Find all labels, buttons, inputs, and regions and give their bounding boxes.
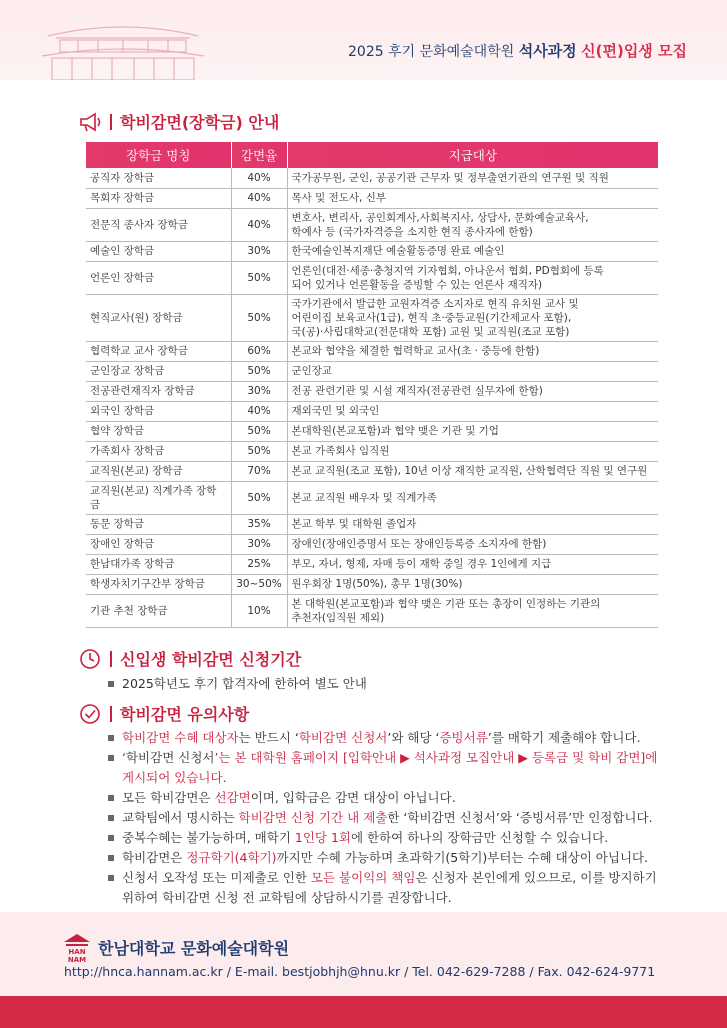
discount-rate: 30% xyxy=(231,241,287,261)
discount-rate: 10% xyxy=(231,594,287,627)
list-item xyxy=(108,868,668,908)
page-header xyxy=(0,0,727,80)
highlight-text: ’는 본 대학원 홈페이지 [입학안내 ▶ 석사과정 모집안내 ▶ 등록금 및 학비 감면]에 게시되어 있습니다. xyxy=(122,750,658,785)
notice-text: 은 신청자 본인에게 있으므로, 이를 방지하기 위하여 학비감면 신청 전 교학팀에 상담하시기를 권장합니다. xyxy=(122,870,657,905)
title-bar xyxy=(110,706,112,722)
title-main: 석사과정 xyxy=(518,42,577,60)
highlight-text: 정규학기(4학기) xyxy=(186,850,277,865)
eligibility: 변호사, 변리사, 공인회계사,사회복지사, 상담사, 문화예술교육사, 학예사 등 (국가자격증을 소지한 현직 종사자에 한함) xyxy=(287,208,658,241)
title-bar xyxy=(110,114,112,130)
table-row xyxy=(86,554,658,574)
title-prefix: 2025 후기 문화예술대학원 xyxy=(348,44,515,60)
scholarship-name: 학생자치기구간부 장학금 xyxy=(86,574,231,594)
eligibility: 본교 학부 및 대학원 졸업자 xyxy=(287,514,658,534)
eligibility: 언론인(대전·세종·충청지역 기자협회, 아나운서 협회, PD협회에 등록 되어 있거나 언론활동을 증빙할 수 있는 언론사 재직자) xyxy=(287,261,658,294)
check-circle-icon xyxy=(78,703,104,725)
discount-rate: 40% xyxy=(231,208,287,241)
building-illustration xyxy=(38,16,208,80)
section-scholarship-label: 학비감면(장학금) 안내 xyxy=(120,113,280,132)
megaphone-icon xyxy=(78,111,104,133)
eligibility: 전공 관련기관 및 시설 재직자(전공관련 실무자에 한함) xyxy=(287,381,658,401)
highlight-text: 학비감면 수혜 대상자 xyxy=(122,730,239,745)
notice-text: 는 반드시 ‘ xyxy=(238,730,299,745)
discount-rate: 50% xyxy=(231,294,287,341)
list-item xyxy=(108,728,668,748)
scholarship-name: 전문직 종사자 장학금 xyxy=(86,208,231,241)
university-name: 한남대학교 문화예술대학원 xyxy=(98,939,290,958)
notice-text: ’를 매학기 제출해야 합니다. xyxy=(487,730,641,745)
notice-text: 신청서 오작성 또는 미제출로 인한 xyxy=(122,870,311,885)
highlight-text: 모든 불이익의 책임 xyxy=(310,870,416,885)
col-header-name: 장학금 명칭 xyxy=(86,142,231,168)
table-row xyxy=(86,401,658,421)
discount-rate: 35% xyxy=(231,514,287,534)
table-row xyxy=(86,188,658,208)
eligibility: 장애인(장애인증명서 또는 장애인등록증 소지자에 한함) xyxy=(287,534,658,554)
table-row xyxy=(86,514,658,534)
discount-rate: 30% xyxy=(231,381,287,401)
discount-rate: 40% xyxy=(231,188,287,208)
discount-rate: 40% xyxy=(231,168,287,188)
scholarship-name: 외국인 장학금 xyxy=(86,401,231,421)
eligibility: 군인장교 xyxy=(287,361,658,381)
eligibility: 재외국민 및 외국인 xyxy=(287,401,658,421)
university-logo xyxy=(64,934,90,964)
list-item xyxy=(108,808,668,828)
notice-text: 한 ‘학비감면 신청서’와 ‘증빙서류’만 인정합니다. xyxy=(387,810,653,825)
discount-rate: 50% xyxy=(231,481,287,514)
discount-rate: 70% xyxy=(231,461,287,481)
scholarship-name: 교직원(본교) 직계가족 장학금 xyxy=(86,481,231,514)
highlight-text: 1인당 1회 xyxy=(294,830,351,845)
table-row xyxy=(86,481,658,514)
scholarship-name: 교직원(본교) 장학금 xyxy=(86,461,231,481)
eligibility: 본교와 협약을 체결한 협력학교 교사(초 · 중등에 한함) xyxy=(287,341,658,361)
contact-info: http://hnca.hannam.ac.kr / E-mail. bestjobhjh@hnu.kr / Tel. 042-629-7288 / Fax. 042-624-9771 xyxy=(64,964,656,979)
highlight-text: 학비감면 신청서 xyxy=(298,730,388,745)
title-bar xyxy=(110,651,112,667)
table-row xyxy=(86,441,658,461)
table-row xyxy=(86,341,658,361)
table-row xyxy=(86,594,658,627)
scholarship-name: 동문 장학금 xyxy=(86,514,231,534)
page-footer xyxy=(0,912,727,996)
discount-rate: 30~50% xyxy=(231,574,287,594)
notice-text: 에 한하여 하나의 장학금만 신청할 수 있습니다. xyxy=(350,830,609,845)
eligibility: 국가공무원, 군인, 공공기관 근무자 및 정부출연기관의 연구원 및 직원 xyxy=(287,168,658,188)
section-period-label: 신입생 학비감면 신청기간 xyxy=(120,650,302,669)
page-title xyxy=(348,40,687,61)
discount-rate: 50% xyxy=(231,441,287,461)
scholarship-name: 가족회사 장학금 xyxy=(86,441,231,461)
bottom-bar xyxy=(0,996,727,1028)
eligibility: 본교 교직원 배우자 및 직계가족 xyxy=(287,481,658,514)
eligibility: 국가기관에서 발급한 교원자격증 소지자로 현직 유치원 교사 및 어린이집 보육교사(1급), 현직 초·중등교원(기간제교사 포함), 국(공)·사립대학교(전문대학 포함) 교원 및 교직원(조교 포함) xyxy=(287,294,658,341)
discount-rate: 30% xyxy=(231,534,287,554)
svg-text:HAN: HAN xyxy=(68,948,86,956)
scholarship-name: 예술인 장학금 xyxy=(86,241,231,261)
highlight-text: ‘ xyxy=(122,750,126,765)
eligibility: 본교 교직원(조교 포함), 10년 이상 재직한 교직원, 산학협력단 직원 및 연구원 xyxy=(287,461,658,481)
notice-text: 교학팀에서 명시하는 xyxy=(122,810,239,825)
table-row xyxy=(86,381,658,401)
col-header-rate: 감면율 xyxy=(231,142,287,168)
list-item: 2025학년도 후기 합격자에 한하여 별도 안내 xyxy=(108,674,367,694)
notice-text: 까지만 수혜 가능하며 초과학기(5학기)부터는 수혜 대상이 아닙니다. xyxy=(276,850,649,865)
discount-rate: 60% xyxy=(231,341,287,361)
clock-icon xyxy=(78,648,104,670)
scholarship-name: 언론인 장학금 xyxy=(86,261,231,294)
discount-rate: 40% xyxy=(231,401,287,421)
scholarship-name: 기관 추천 장학금 xyxy=(86,594,231,627)
scholarship-name: 현직교사(원) 장학금 xyxy=(86,294,231,341)
eligibility: 부모, 자녀, 형제, 자매 등이 재학 중일 경우 1인에게 지급 xyxy=(287,554,658,574)
table-row xyxy=(86,461,658,481)
notice-text: ’와 해당 ‘ xyxy=(387,730,440,745)
discount-rate: 50% xyxy=(231,261,287,294)
table-row xyxy=(86,168,658,188)
scholarship-name: 협약 장학금 xyxy=(86,421,231,441)
scholarship-name: 목회자 장학금 xyxy=(86,188,231,208)
notice-text: 이며, 입학금은 감면 대상이 아닙니다. xyxy=(250,790,456,805)
title-accent: 신(편)입생 모집 xyxy=(581,42,687,60)
section-scholarship-title xyxy=(78,110,279,133)
scholarship-name: 협력학교 교사 장학금 xyxy=(86,341,231,361)
eligibility: 원우회장 1명(50%), 총무 1명(30%) xyxy=(287,574,658,594)
discount-rate: 50% xyxy=(231,421,287,441)
discount-rate: 50% xyxy=(231,361,287,381)
eligibility: 한국예술인복지재단 예술활동증명 완료 예술인 xyxy=(287,241,658,261)
list-item xyxy=(108,848,668,868)
notice-text: 학비감면은 xyxy=(122,850,187,865)
scholarship-name: 한남대가족 장학금 xyxy=(86,554,231,574)
discount-rate: 25% xyxy=(231,554,287,574)
eligibility: 본교 가족회사 임직원 xyxy=(287,441,658,461)
col-header-target: 지급대상 xyxy=(287,142,658,168)
list-item xyxy=(108,788,668,808)
scholarship-name: 전공관련재직자 장학금 xyxy=(86,381,231,401)
section-notice-title xyxy=(78,702,249,725)
list-item xyxy=(108,828,668,848)
list-item xyxy=(108,748,668,788)
scholarship-name: 군인장교 장학금 xyxy=(86,361,231,381)
table-row xyxy=(86,261,658,294)
highlight-text: 선감면 xyxy=(214,790,251,805)
period-list xyxy=(108,674,367,694)
table-row xyxy=(86,241,658,261)
highlight-text: 학비감면 신청 기간 내 제출 xyxy=(238,810,388,825)
notice-text: 모든 학비감면은 xyxy=(122,790,215,805)
eligibility: 본대학원(본교포함)과 협약 맺은 기관 및 기업 xyxy=(287,421,658,441)
scholarship-table xyxy=(86,142,658,628)
table-row xyxy=(86,421,658,441)
table-row xyxy=(86,534,658,554)
table-row xyxy=(86,361,658,381)
notice-text: 중복수혜는 불가능하며, 매학기 xyxy=(122,830,295,845)
eligibility: 목사 및 전도사, 신부 xyxy=(287,188,658,208)
notice-list xyxy=(108,728,668,908)
table-row xyxy=(86,294,658,341)
table-row xyxy=(86,574,658,594)
svg-text:NAM: NAM xyxy=(67,956,87,964)
notice-text: 학비감면 신청서 xyxy=(125,750,215,765)
scholarship-name: 장애인 장학금 xyxy=(86,534,231,554)
table-row xyxy=(86,208,658,241)
section-period-title xyxy=(78,647,301,670)
scholarship-name: 공직자 장학금 xyxy=(86,168,231,188)
eligibility: 본 대학원(본교포함)과 협약 맺은 기관 또는 총장이 인정하는 기관의 추천자(임직원 제외) xyxy=(287,594,658,627)
section-notice-label: 학비감면 유의사항 xyxy=(120,705,250,724)
highlight-text: 증빙서류 xyxy=(439,730,488,745)
